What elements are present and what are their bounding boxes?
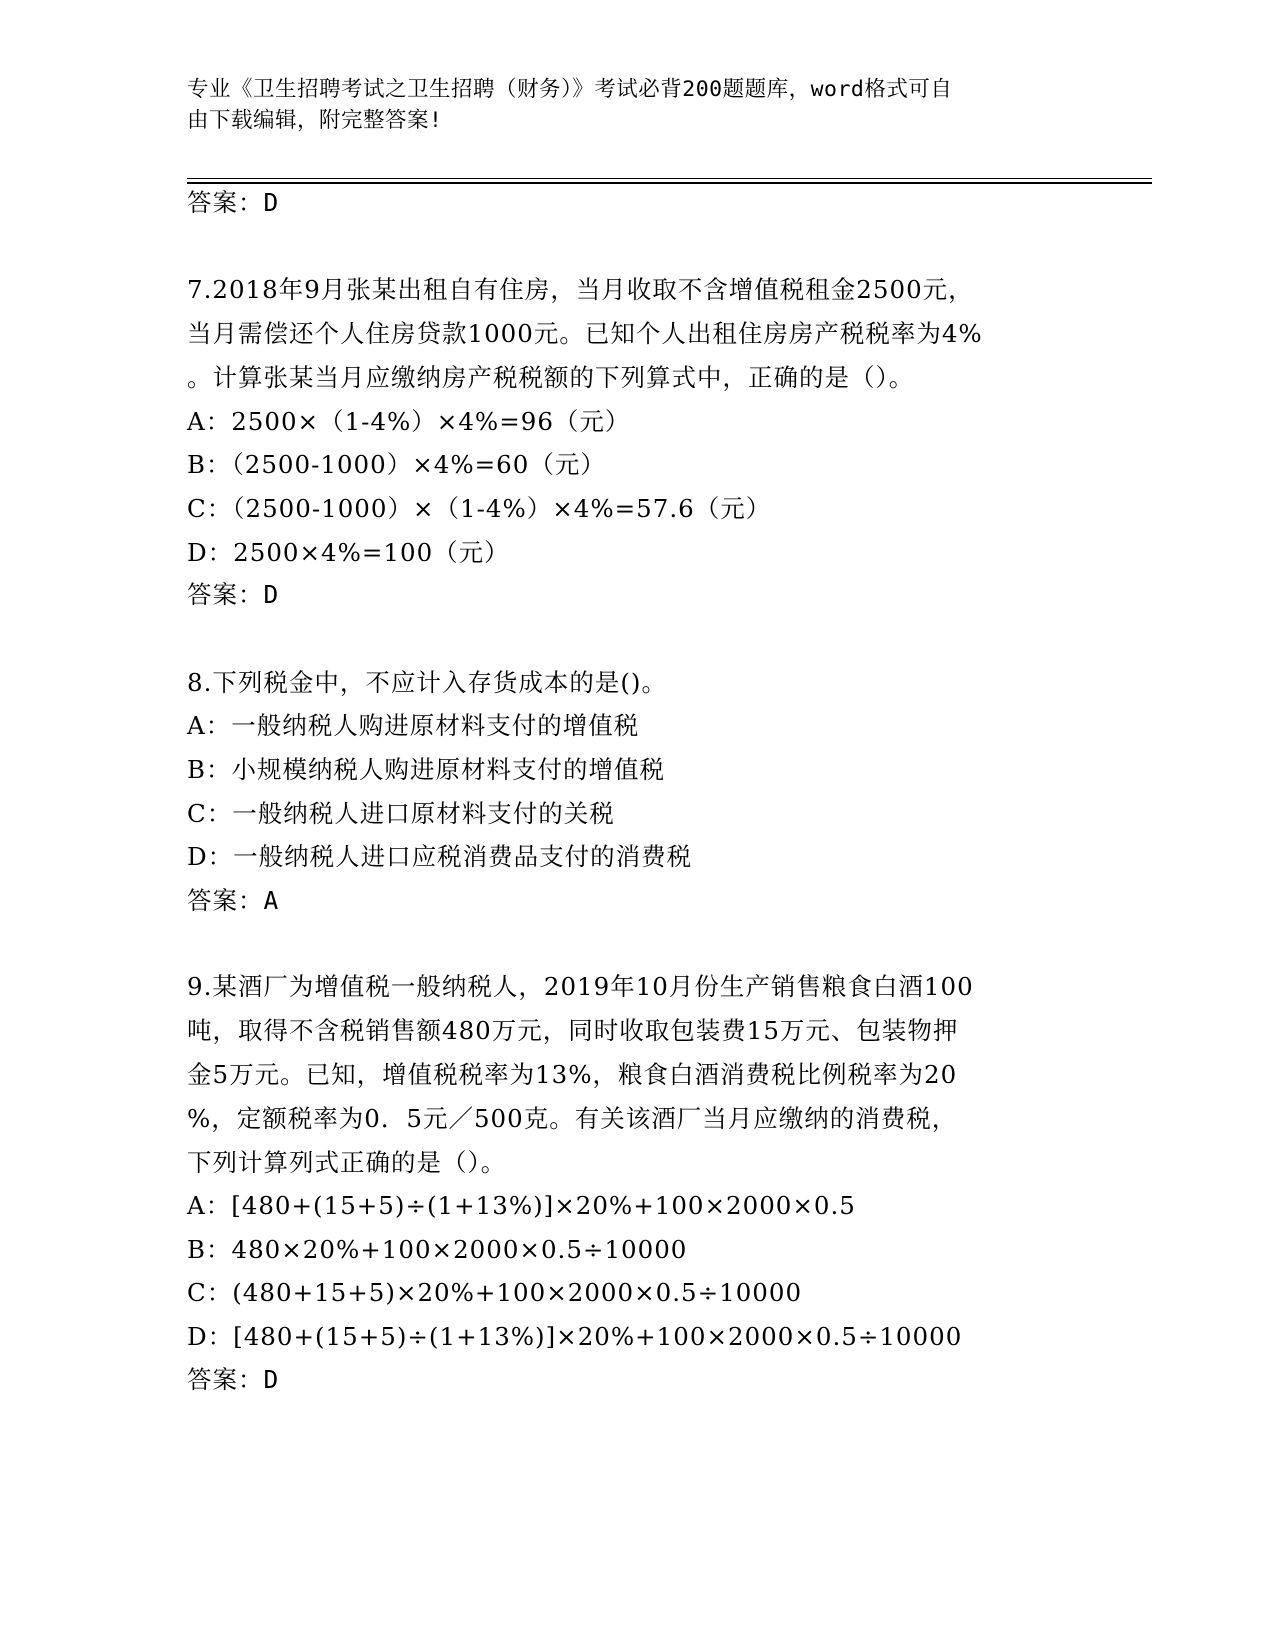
document-header (187, 74, 1067, 136)
answer-previous: 答案：D (187, 188, 280, 217)
header-line-1: 专业《卫生招聘考试之卫生招聘（财务）》考试必背200题题库，word格式可自 (187, 77, 953, 102)
q9-stem-line-3: 金5万元。已知，增值税税率为13%，粮食白酒消费税比例税率为20 (187, 1060, 958, 1089)
q8-option-d: D：一般纳税人进口应税消费品支付的消费税 (187, 842, 693, 871)
header-rule-thin (187, 178, 1152, 179)
q7-stem-line-1: 7.2018年9月张某出租自有住房，当月收取不含增值税租金2500元， (187, 275, 974, 304)
q9-option-a: A：[480+(15+5)÷(1+13%)]×20%+100×2000×0.5 (187, 1191, 856, 1220)
q8-option-b: B：小规模纳税人购进原材料支付的增值税 (187, 755, 666, 784)
header-rule-thick (187, 182, 1152, 184)
q7-stem-line-2: 当月需偿还个人住房贷款1000元。已知个人出租住房房产税税率为4% (187, 319, 983, 348)
q7-option-a: A：2500×（1-4%）×4%=96（元） (187, 407, 631, 436)
q9-stem-line-5: 下列计算列式正确的是（）。 (187, 1148, 507, 1177)
q8-stem-line-1: 8.下列税金中，不应计入存货成本的是()。 (187, 668, 667, 697)
q7-option-c: C：（2500-1000）×（1-4%）×4%=57.6（元） (187, 494, 772, 523)
q9-stem-line-2: 吨，取得不含税销售额480万元，同时收取包装费15万元、包装物押 (187, 1016, 959, 1045)
q9-option-b: B：480×20%+100×2000×0.5÷10000 (187, 1235, 688, 1264)
q8-answer: 答案：A (187, 886, 280, 915)
q8-option-c: C：一般纳税人进口原材料支付的关税 (187, 799, 615, 828)
q9-stem-line-1: 9.某酒厂为增值税一般纳税人，2019年10月份生产销售粮食白酒100 (187, 972, 974, 1001)
q7-option-b: B：（2500-1000）×4%=60（元） (187, 450, 606, 479)
q9-stem-line-4: %，定额税率为0．5元／500克。有关该酒厂当月应缴纳的消费税， (187, 1104, 958, 1133)
q9-option-d: D：[480+(15+5)÷(1+13%)]×20%+100×2000×0.5÷10000 (187, 1322, 963, 1351)
q7-stem-line-3: 。计算张某当月应缴纳房产税税额的下列算式中，正确的是（）。 (187, 363, 915, 392)
q9-answer: 答案：D (187, 1365, 280, 1394)
q8-option-a: A：一般纳税人购进原材料支付的增值税 (187, 711, 640, 740)
q9-option-c: C：(480+15+5)×20%+100×2000×0.5÷10000 (187, 1278, 803, 1307)
header-line-2: 由下载编辑，附完整答案! (187, 108, 443, 133)
q7-answer: 答案：D (187, 580, 280, 609)
q7-option-d: D：2500×4%=100（元） (187, 538, 510, 567)
